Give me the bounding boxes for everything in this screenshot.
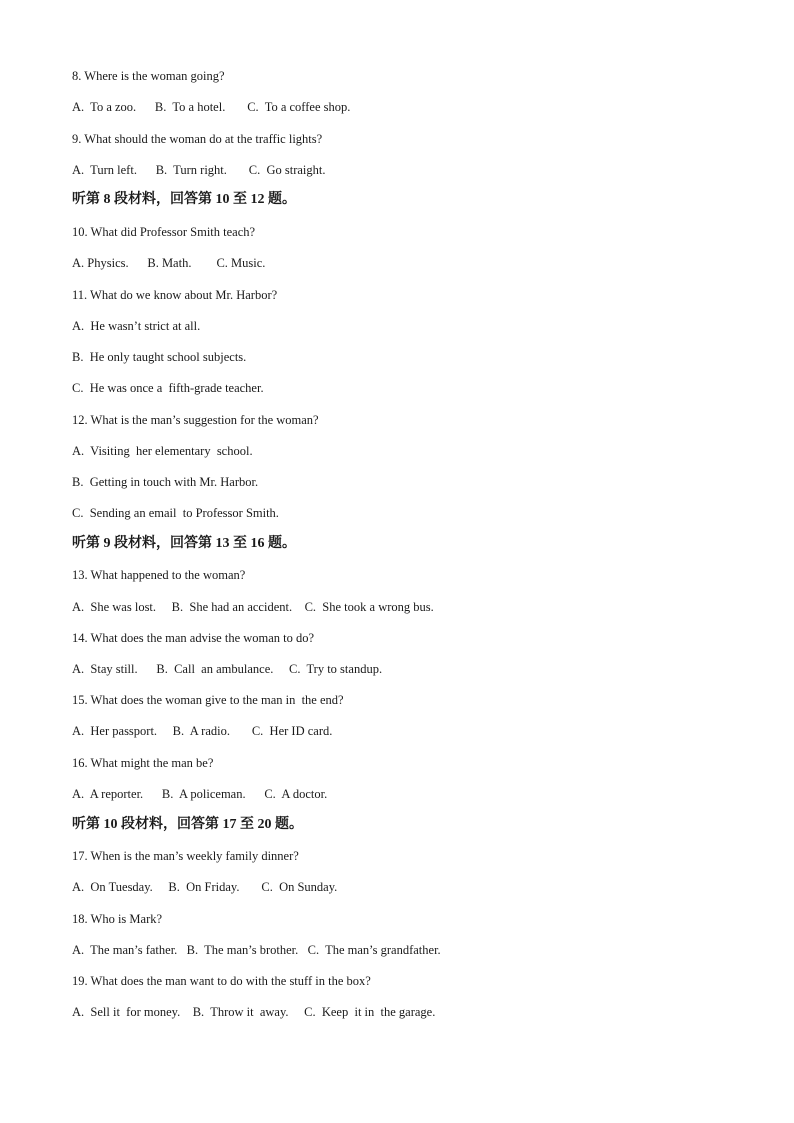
options-15: A. Her passport. B. A radio. C. Her ID card. — [72, 724, 333, 738]
question-11: 11. What do we know about Mr. Harbor? — [72, 288, 278, 302]
options-19: A. Sell it for money. B. Throw it away. C. Keep it in the garage. — [72, 1005, 436, 1019]
option-12c: C. Sending an email to Professor Smith. — [72, 506, 279, 520]
question-8: 8. Where is the woman going? — [72, 69, 225, 83]
option-12a: A. Visiting her elementary school. — [72, 444, 253, 458]
question-12: 12. What is the man’s suggestion for the woman? — [72, 413, 319, 427]
option-12b: B. Getting in touch with Mr. Harbor. — [72, 475, 259, 489]
section-heading-9: 听第 9 段材料，回答第 13 至 16 题。 — [72, 536, 296, 551]
options-9: A. Turn left. B. Turn right. C. Go straight. — [72, 163, 326, 177]
question-19: 19. What does the man want to do with the stuff in the box? — [72, 974, 371, 988]
question-16: 16. What might the man be? — [72, 756, 214, 770]
question-17: 17. When is the man’s weekly family dinner? — [72, 849, 299, 863]
option-11c: C. He was once a fifth-grade teacher. — [72, 381, 264, 395]
options-16: A. A reporter. B. A policeman. C. A doctor. — [72, 787, 328, 801]
options-18: A. The man’s father. B. The man’s brother. C. The man’s grandfather. — [72, 943, 441, 957]
question-18: 18. Who is Mark? — [72, 912, 163, 926]
option-11a: A. He wasn’t strict at all. — [72, 319, 201, 333]
option-11b: B. He only taught school subjects. — [72, 350, 247, 364]
section-heading-10: 听第 10 段材料，回答第 17 至 20 题。 — [72, 817, 303, 832]
options-14: A. Stay still. B. Call an ambulance. C. Try to standup. — [72, 662, 383, 676]
options-17: A. On Tuesday. B. On Friday. C. On Sunday. — [72, 880, 338, 894]
question-13: 13. What happened to the woman? — [72, 568, 246, 582]
options-10: A. Physics. B. Math. C. Music. — [72, 256, 266, 270]
options-13: A. She was lost. B. She had an accident. C. She took a wrong bus. — [72, 600, 434, 614]
question-14: 14. What does the man advise the woman to do? — [72, 631, 315, 645]
question-15: 15. What does the woman give to the man in the end? — [72, 693, 344, 707]
section-heading-8: 听第 8 段材料，回答第 10 至 12 题。 — [72, 192, 296, 207]
question-10: 10. What did Professor Smith teach? — [72, 225, 256, 239]
question-9: 9. What should the woman do at the traffic lights? — [72, 132, 323, 146]
options-8: A. To a zoo. B. To a hotel. C. To a coffee shop. — [72, 100, 351, 114]
